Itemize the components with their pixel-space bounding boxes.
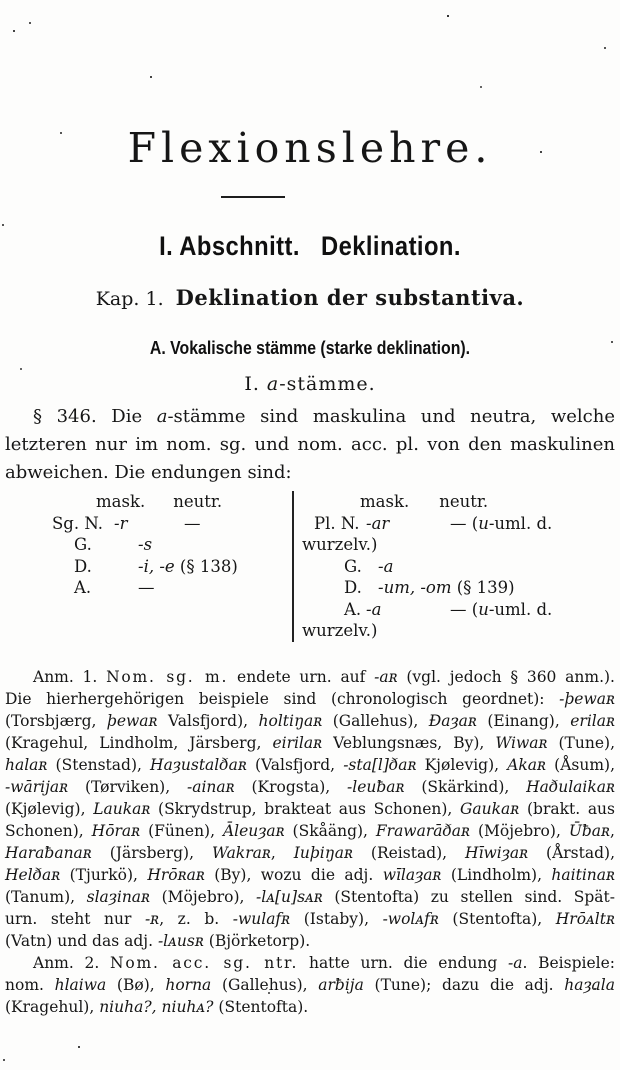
- chapter-title: Deklination der substantiva.: [175, 285, 525, 310]
- case-label: Pl. N.: [314, 513, 360, 533]
- annotation-1-line: Die hierhergehörigen beispiele sind (chronologisch geordnet): -þewaʀ: [5, 689, 615, 708]
- annotation-1-line: (Kragehul, Lindholm, Järsberg, eirilaʀ Veblungsnæs, By), Wiwaʀ (Tune),: [5, 733, 615, 752]
- col-header-mask: mask.: [96, 492, 146, 511]
- annotation-1-line: Haraƀanaʀ (Järsberg), Wakraʀ, Iuþiŋaʀ (Reistad), Hīwiȝaʀ (Årstad),: [5, 843, 615, 862]
- annotation-1-line: Helðaʀ (Tjurkö), Hrōʀaʀ (By), wozu die adj. wīlaȝaʀ (Lindholm), haitinaʀ: [5, 865, 616, 884]
- paragraph-346: [0, 403, 620, 487]
- neutr-cell: —: [184, 513, 201, 533]
- annotation-1-line: halaʀ (Stenstad), Haȝustalðaʀ (Valsfjord, -sta[l]ðaʀ Kjølevig), Akaʀ (Åsum),: [5, 755, 615, 774]
- case-label: A.: [344, 599, 362, 619]
- annotation-2-line: (Kragehul), niuha?, niuhᴀ? (Stentofta).: [5, 997, 309, 1016]
- value-cell: -s: [138, 535, 153, 554]
- col-header-neutr: neutr.: [439, 492, 489, 511]
- annotation-2-line: nom. hlaiwa (Bø), horna (Gallehus), arƀija (Tune); dazu die adj. haȝala: [5, 975, 615, 994]
- table-row: [302, 599, 620, 642]
- table-plural: [294, 491, 620, 642]
- case-label: D.: [74, 556, 92, 576]
- annotation-2-line: Anm. 2. Nom. acc. sg. ntr. hatte urn. die endung -a. Beispiele:: [33, 953, 615, 972]
- case-label: D.: [344, 578, 362, 597]
- annotation-2: [0, 952, 620, 1018]
- annotation-1-line: (Vatn) und das adj. -lᴀusʀ (Björketorp).: [5, 931, 311, 950]
- value-cell: -a: [378, 556, 394, 576]
- table-row: [302, 577, 620, 599]
- annotation-1-line: -wārijaʀ (Tørviken), -ainaʀ (Krogsta), -leuƀaʀ (Skärkind), Haðulaikaʀ: [5, 777, 615, 796]
- annotation-1: [0, 666, 620, 952]
- page-title: Flexionslehre.: [127, 124, 493, 172]
- annotation-1-line: Anm. 1. Nom. sg. m. endete urn. auf -aʀ (vgl. jedoch § 360 anm.).: [33, 667, 615, 686]
- col-header-neutr: neutr.: [173, 492, 223, 511]
- chapter-heading: [0, 285, 620, 313]
- scan-noise: [0, 0, 2, 2]
- neutr-cell: — (u-uml. d. wurzelv.): [302, 513, 553, 554]
- case-label: Sg. N.: [52, 513, 103, 533]
- section-heading-title: Deklination.: [320, 231, 461, 261]
- paragraph-346-line: § 346. Die a-stämme sind maskulina und neutra, welche: [33, 406, 615, 427]
- section-heading: [37, 231, 583, 261]
- col-header-mask: mask.: [360, 492, 410, 511]
- annotation-1-line: (Torsbjærg, þewaʀ Valsfjord), holtiŋaʀ (Gallehus), Ðaȝaʀ (Einang), erilaʀ: [5, 711, 615, 730]
- table-row: [0, 577, 292, 599]
- table-row: [302, 556, 620, 578]
- mask-cell: -ar: [366, 513, 390, 533]
- stem-heading: I. a-stämme.: [244, 373, 376, 395]
- table-row: [0, 556, 292, 578]
- mask-cell: -r: [114, 513, 128, 533]
- table-singular: [0, 491, 292, 642]
- annotation-1-line: Schonen), Hōraʀ (Fünen), Āleuȝaʀ (Skåäng), Frawarāðaʀ (Möjebro), Ūƀaʀ,: [5, 821, 615, 840]
- value-cell: —: [138, 578, 155, 597]
- case-label: G.: [74, 535, 92, 554]
- case-label: A.: [74, 578, 92, 597]
- divider-rule: [221, 196, 285, 198]
- mask-cell: -a: [366, 599, 382, 619]
- table-row: [302, 513, 620, 556]
- paragraph-346-line: letzteren nur im nom. sg. und nom. acc. pl. von den maskulinen: [5, 434, 615, 455]
- declension-table: [0, 491, 620, 642]
- subsection-heading: A. Vokalische stämme (starke deklination).: [149, 338, 471, 358]
- table-row: [0, 513, 292, 535]
- case-label: G.: [344, 556, 362, 576]
- annotation-1-line: urn. steht nur -ʀ, z. b. -wulafʀ (Istaby), -wolᴀfʀ (Stentofta), Hrōᴀltʀ: [5, 909, 615, 928]
- table-row: [0, 534, 292, 556]
- section-heading-number: I. Abschnitt.: [159, 231, 300, 261]
- value-cell: -um, -om (§ 139): [378, 578, 515, 597]
- annotation-1-line: (Tanum), slaȝinaʀ (Möjebro), -lᴀ[u]sᴀʀ (Stentofta) zu stellen sind. Spät-: [5, 887, 615, 906]
- table-header-row: [0, 491, 292, 513]
- neutr-cell: — (u-uml. d. wurzelv.): [302, 599, 553, 640]
- table-header-row: [302, 491, 620, 513]
- annotation-1-line: (Kjølevig), Laukaʀ (Skrydstrup, brakteat aus Schonen), Gaukaʀ (brakt. aus: [5, 799, 615, 818]
- chapter-prefix: Kap. 1.: [95, 288, 164, 310]
- paragraph-346-line: abweichen. Die endungen sind:: [5, 462, 292, 483]
- value-cell: -i, -e (§ 138): [138, 556, 238, 576]
